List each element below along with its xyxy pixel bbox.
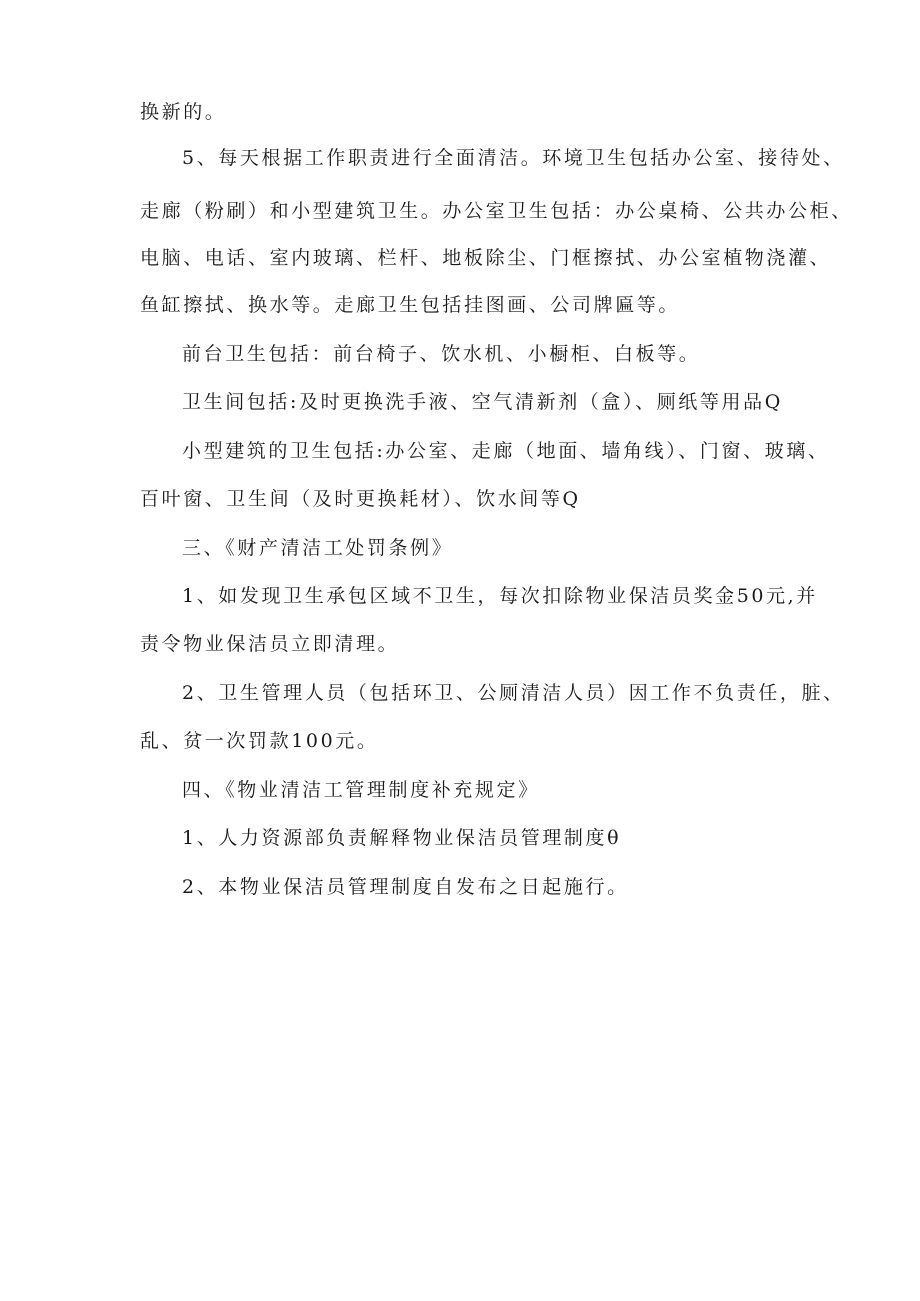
text-line: 5、每天根据工作职责进行全面清洁。环境卫生包括办公室、接待处、 [182, 147, 845, 169]
text-line: 鱼缸擦拭、换水等。走廊卫生包括挂图画、公司牌匾等。 [140, 294, 681, 316]
text-line: 走廊（粉刷）和小型建筑卫生。办公室卫生包括：办公桌椅、公共办公柜、 [140, 200, 853, 222]
text-line: 1、如发现卫生承包区域不卫生，每次扣除物业保洁员奖金50元,并 [182, 585, 818, 607]
text-line: 百叶窗、卫生间（及时更换耗材）、饮水间等Q [140, 488, 581, 510]
section-heading: 四、《物业清洁工管理制度补充规定》 [182, 779, 540, 801]
text-line: 卫生间包括:及时更换洗手液、空气清新剂（盒）、厕纸等用品Q [182, 391, 783, 413]
section-heading: 三、《财产清洁工处罚条例》 [182, 537, 454, 559]
text-line: 2、本物业保洁员管理制度自发布之日起施行。 [182, 876, 629, 898]
text-line: 换新的。 [140, 101, 227, 123]
text-line: 1、人力资源部负责解释物业保洁员管理制度θ [182, 827, 622, 849]
text-line: 小型建筑的卫生包括:办公室、走廊（地面、墙角线）、门窗、玻璃、 [182, 440, 830, 462]
text-line: 前台卫生包括：前台椅子、饮水机、小橱柜、白板等。 [182, 343, 701, 365]
text-line: 2、卫生管理人员（包括环卫、公厕清洁人员）因工作不负责任，脏、 [182, 682, 845, 704]
text-line: 责令物业保洁员立即清理。 [140, 633, 400, 655]
text-line: 乱、贫一次罚款100元。 [140, 730, 379, 752]
text-line: 电脑、电话、室内玻璃、栏杆、地板除尘、门框擦拭、办公室植物浇灌、 [140, 247, 832, 269]
